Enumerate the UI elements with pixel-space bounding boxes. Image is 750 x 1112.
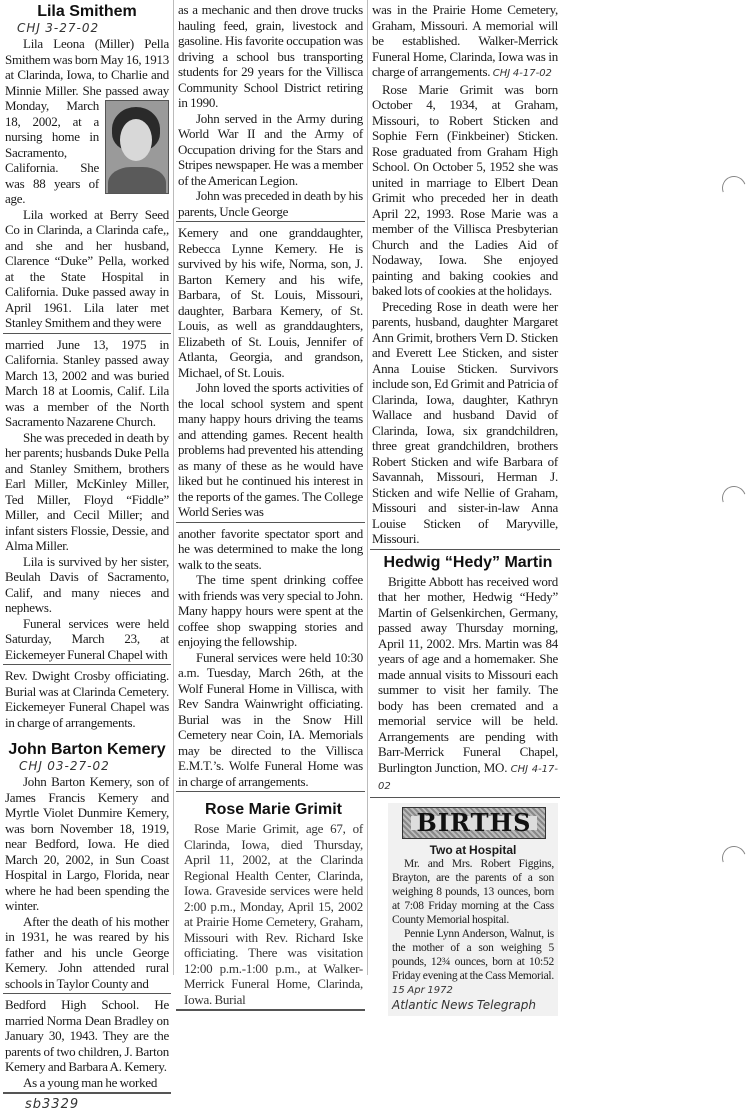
paragraph: [392, 927, 554, 998]
paragraph: Funeral services were held Saturday, March 23, at Eickemeyer Funeral Chapel with: [5, 615, 169, 662]
paragraph: Mr. and Mrs. Robert Figgins, Brayton, are the parents of a son weighing 8 pounds, 13 ounces, born at 7:08 Friday morning at the Cass County Memorial hospital.: [392, 857, 554, 926]
obituary-rose-part2: [372, 2, 558, 547]
obituary-title: Rose Marie Grimit: [205, 801, 342, 818]
paragraph: [378, 574, 558, 795]
handwritten-date: 15 Apr 1972: [392, 984, 453, 996]
paragraph: Lila Leona (Miller) Pella Smithem was born May 16, 1913 at Clarinda, Iowa, to Charlie and Minnie Miller. She passed away Monday, March 18, 2002, at a nursing home in Sacramento, California. She was 88 years of age.: [5, 36, 169, 206]
punch-hole-icon: [718, 842, 750, 874]
column-divider: [173, 0, 174, 975]
paragraph: John served in the Army during World War II and the Army of Occupation driving for the Stars and Stripes newspaper. He was a member of the American Legion.: [178, 110, 363, 188]
handwritten-note: CHJ 4-17-02: [492, 68, 552, 79]
paragraph: married June 13, 1975 in California. Stanley passed away March 13, 2002 and was buried March 18 at Loomis, Calif. Lila was a member of the North Sacramento Nazarene Church.: [5, 336, 169, 429]
births-banner-text: BIRTHS: [411, 816, 538, 830]
paragraph: Preceding Rose in death were her parents, husband, daughter Margaret Ann Grimit, brothers Vern D. Sticken and Everett Lee Sticken, and sister Anna Louise Sticken. Survivors include son, Ed Grimit and Patricia of Clarinda, Iowa, daughter, Kathryn Wallace and husband David of Clarinda, Iowa, six grandchildren, three great grandchildren, brothers Robert Sticken and wife Barbara of Savannah, Missouri, Herman J. Sticken and wife Nellie of Graham, Missouri and sister-in-law Anna Louise Sticken of Maryville, Missouri.: [372, 298, 558, 546]
paragraph: Rose Marie Grimit was born October 4, 1934, at Graham, Missouri, to Robert Sticken and Sophie Fern (Finkbeiner) Sticken. Rose graduated from Graham High School. On October 5, 1952 she was united in marriage to Elbert Dean Grimit who preceded her in death April 22, 1993. Rose Marie was a member of the Villisca Presbyterian Church and the Ladies Aid of Nodaway, Iowa. She enjoyed painting and baking cookies and baked lots of cookies at the holidays.: [372, 81, 558, 298]
clipping-divider: [3, 1092, 171, 1094]
obituary-john-part2: [5, 997, 169, 1090]
paragraph: John Barton Kemery, son of James Francis Kemery and Myrtle Violet Dunmire Kemery, was born November 18, 1919, near Bedford, Iowa. He died March 20, 2002, in Sun Coast Hospital in Largo, Florida, near where he had been spending the winter.: [5, 774, 169, 913]
clipping-divider: [3, 664, 171, 665]
clipping-divider: [370, 549, 560, 550]
clipping-divider: [370, 797, 560, 798]
handwritten-note: CHJ 3-27-02: [17, 21, 100, 35]
obituary-lila-part2: [5, 337, 169, 663]
punch-hole-icon: [718, 482, 750, 514]
clipping-divider: [3, 993, 171, 994]
paragraph: Funeral services were held 10:30 a.m. Tuesday, March 26th, at the Wolf Funeral Home in Villisca, with Rev Sandra Wainwright officiating. Burial was in the Snow Hill Cemetery near Coin, IA. Memorials may be directed to the Villisca E.M.T.’s. Wolfe Funeral Home was in charge of arrangements.: [178, 649, 363, 789]
paragraph: another favorite spectator sport and he was determined to make the long walk to the seats.: [178, 525, 363, 572]
paragraph: Kemery and one granddaughter, Rebecca Lynne Kemery. He is survived by his wife, Norma, son, J. Barton Kemery and his wife, Barbara, of St. Louis, Missouri, daughter, Barbara Kemery, of St. Louis, as well as granddaughters, Elizabeth of St. Louis, Jennifer of Atlanta, Georgia, and grandson, Michael, of St. Louis.: [178, 225, 363, 380]
births-clipping: [388, 803, 558, 1016]
clipping-divider: [3, 333, 171, 334]
punch-hole-icon: [718, 172, 750, 204]
handwritten-catalog-number: sb3329: [25, 1097, 80, 1112]
paragraph: After the death of his mother in 1931, he was reared by his father and his uncle George Kemery. John attended rural schools in Taylor County and: [5, 913, 169, 991]
column-2: [178, 2, 363, 1014]
paragraph: Rev. Dwight Crosby officiating. Burial was at Clarinda Cemetery. Eickemeyer Funeral Chapel was in charge of arrangements.: [5, 668, 169, 730]
paragraph-text: was in the Prairie Home Cemetery, Graham, Missouri. A memorial will be established. Walker-Merrick Funeral Home, Clarinda, Iowa was in charge of arrangements.: [372, 2, 558, 79]
obituary-title: Hedwig “Hedy” Martin: [383, 553, 553, 571]
paragraph: She was preceded in death by her parents; husbands Duke Pella and Stanley Smithem, brothers Earl Miller, McKinley Miller, Ted Miller, Floyd “Fiddle” Miller, and Cecil Miller; and infant sisters Flossie, Dessie, and Alma Miller.: [5, 429, 169, 553]
paragraph: The time spent drinking coffee with friends was very special to John. Many happy hours were spent at the coffee shop swapping stories and enjoying the fellowship.: [178, 572, 363, 649]
paragraph: John was preceded in death by his parents, Uncle George: [178, 188, 363, 219]
paragraph-text: Brigitte Abbott has received word that her mother, Hedwig “Hedy” Martin of Gelsenkirchen, Germany, passed away Thursday morning, April 11, 2002. Mrs. Martin was 84 years of age and a homemaker. She made annual visits to Missouri each summer to visit her family. The body has been cremated and a memorial service will be held. Arrangements are pending with Barr-Merrick Funeral Chapel, Burlington Junction, MO.: [378, 573, 558, 775]
obituary-john-part5: [178, 526, 363, 790]
clipping-divider: [176, 791, 365, 792]
births-banner: [402, 807, 546, 839]
handwritten-note: CHJ 03-27-02: [19, 759, 110, 773]
handwritten-source: Atlantic News Telegraph: [392, 997, 536, 1012]
clipping-divider: [176, 522, 365, 523]
obituary-title: John Barton Kemery: [8, 741, 166, 758]
paragraph: Bedford High School. He married Norma Dean Bradley on January 30, 1943. They are the parents of two children, J. Barton Kemery and Barbara A. Kemery.: [5, 997, 169, 1074]
paragraph: Lila worked at Berry Seed Co in Clarinda, a Clarinda cafe,, and she and her husband, Clarence “Duke” Pella, worked at the State Hospital in California. Duke passed away in April 1961. Lila later met Stanley Smithem and they were: [5, 206, 169, 330]
obituary-john-part4: [178, 225, 363, 520]
paragraph: As a young man he worked: [23, 1074, 158, 1090]
obituary-john-part3: [178, 2, 363, 219]
births-subtitle: Two at Hospital: [429, 842, 517, 857]
paragraph: [372, 2, 558, 82]
paragraph: Lila is survived by her sister, Beulah Davis of Sacramento, Calif, and many nieces and nephews.: [5, 553, 169, 615]
clipping-divider: [176, 221, 365, 222]
obituary-rose-part1: [184, 800, 363, 1007]
obituary-john-part1: [5, 740, 169, 991]
portrait-photo: [105, 100, 169, 194]
column-3: [372, 2, 558, 1016]
obituary-lila-part1: [5, 2, 169, 331]
obituary-title: Lila Smithem: [37, 3, 137, 20]
paragraph: John loved the sports activities of the local school system and spent many happy hours driving the teams and attending games. Recent health problems had prevented his attending as many of these as he would have liked but he continued his interest in the reports of the games. The College World Series was: [178, 380, 363, 519]
column-1: [5, 2, 169, 1112]
column-divider: [367, 0, 368, 975]
paragraph: Rose Marie Grimit, age 67, of Clarinda, Iowa, died Thursday, April 11, 2002, at the Clarinda Regional Health Center, Clarinda, Iowa. Graveside services were held 2:00 p.m., Monday, April 15, 2002 at Prairie Home Cemetery, Graham, Missouri with Rev. Richard Iske officiating. There was visitation 12:00 p.m.-1:00 p.m., at Walker-Merrick Funeral Home, Clarinda, Iowa. Burial: [184, 821, 363, 1007]
handwritten-note: CHJ 4-17-02: [378, 763, 559, 792]
clipping-divider: [176, 1009, 365, 1011]
paragraph: as a mechanic and then drove trucks hauling feed, grain, livestock and gasoline. His favorite occupation was driving a school bus transporting students for 29 years for the Villisca Community School District retiring in 1990.: [178, 2, 363, 110]
paragraph-text: Pennie Lynn Anderson, Walnut, is the mother of a son weighing 5 pounds, 12¾ ounces, born at 10:52 Friday evening at the Cass Memorial.: [392, 927, 554, 982]
obituary-lila-part3: [5, 668, 169, 730]
obituary-hedwig: [378, 553, 558, 795]
